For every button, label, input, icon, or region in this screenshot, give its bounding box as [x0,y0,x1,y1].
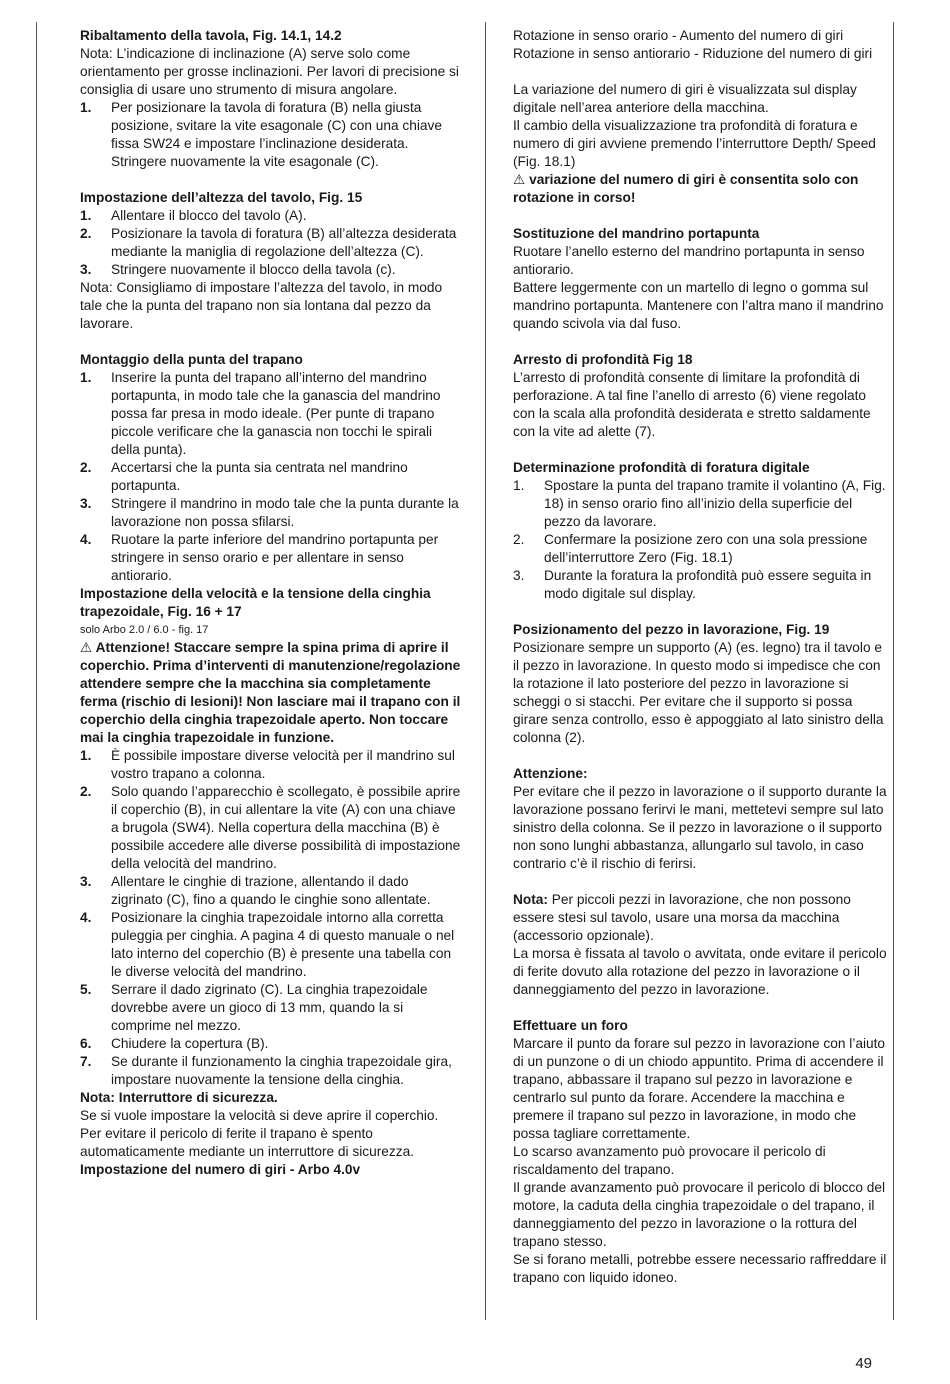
section-title: Montaggio della punta del trapano [80,352,303,367]
list-number: 7. [80,1054,92,1069]
list-number: 1. [80,370,92,385]
list-item [80,99,462,171]
section-title: Ribaltamento della tavola, Fig. 14.1, 14.2 [80,28,342,43]
list-text: Stringere il mandrino in modo tale che la punta durante la lavorazione non possa sfilarsi. [111,496,459,529]
warning-paragraph [513,171,888,207]
list-item [80,1035,462,1053]
list-number: 1. [80,208,92,223]
note-paragraph: Nota: Consigliamo di impostare l’altezza del tavolo, in modo tale che la punta del trapano non sia lontana dal pezzo da lavorare. [80,280,443,331]
list-item [80,531,462,585]
list-number: 2. [80,460,92,475]
list-number: 2. [80,226,92,241]
list-number: 1. [80,100,92,115]
warning-paragraph [80,639,462,747]
list-text: Allentare le cinghie di trazione, allentando il dado zigrinato (C), fino a quando le cinghie sono allentate. [111,874,431,907]
list-number: 4. [80,532,92,547]
list-item [80,1053,462,1089]
list-text: Inserire la punta del trapano all’interno del mandrino portapunta, in modo tale che la ganascia del mandrino possa far presa in modo ideale. (Per punte di trapano piccole verificare che la ganascia non tocchi le spirali della punta). [111,370,441,457]
list-item [80,207,462,225]
list-item [80,225,462,261]
list-number: 3. [80,262,92,277]
center-column-rule [485,22,486,1320]
body-line: Rotazione in senso orario - Aumento del numero di giri [513,28,844,43]
warning-text: Attenzione! Staccare sempre la spina prima di aprire il coperchio. Prima d’interventi di manutenzione/regolazione attendere sempre che la macchina sia completamente ferma (rischio di lesioni)! Non lasciare mai il trapano con il coperchio della cinghia trapezoidale aperto. Non toccare mai la cinghia trapezoidale in funzione. [80,640,461,745]
body-paragraph: La morsa è fissata al tavolo o avvitata, onde evitare il pericolo di ferite dovuto alla rotazione del pezzo in lavorazione o il danneggiamento del pezzo in lavorazione. [513,946,887,997]
warning-triangle-icon: ⚠ [513,172,526,187]
list-number: 2. [80,784,92,799]
body-paragraph: L’arresto di profondità consente di limitare la profondità di perforazione. A tal fine l’anello di arresto (6) viene regolato con la scala alla profondità desiderata e stretto saldamente con la vite ad alette (7). [513,370,871,439]
right-column [513,27,888,1287]
list-text: Posizionare la cinghia trapezoidale intorno alla corretta puleggia per cinghia. A pagina 4 di questo manuale o nel lato interno del coperchio (B) è presente una tabella con le diverse velocità del mandrino. [111,910,455,979]
list-number: 6. [80,1036,92,1051]
body-paragraph: Ruotare l’anello esterno del mandrino portapunta in senso antiorario. [513,244,865,277]
list-text: Confermare la posizione zero con una sola pressione dell’interruttore Zero (Fig. 18.1) [544,532,868,565]
section-title: Determinazione profondità di foratura digitale [513,460,810,475]
list-text: Accertarsi che la punta sia centrata nel mandrino portapunta. [111,460,408,493]
section-title: Attenzione: [513,766,588,781]
list-text: Spostare la punta del trapano tramite il volantino (A, Fig. 18) in senso orario fino all’inizio della superficie del pezzo da lavorare. [544,478,886,529]
section-title: Sostituzione del mandrino portapunta [513,226,760,241]
list-item [513,531,888,567]
body-paragraph: Marcare il punto da forare sul pezzo in lavorazione con l’aiuto di un punzone o di un chiodo appuntito. Prima di accendere il trapano, abbassare il trapano sul pezzo in lavorazione e centrarlo sul punto da forare. Accendere la macchina e premere il trapano sul pezzo in lavorazione, in modo che possa tagliare correttamente. [513,1036,886,1141]
right-margin-rule [893,22,894,1320]
list-item [513,477,888,531]
list-text: Stringere nuovamente il blocco della tavola (c). [111,262,396,277]
list-number: 1. [513,478,525,493]
warning-triangle-icon: ⚠ [80,640,93,655]
section-title: Nota: Interruttore di sicurezza. [80,1090,278,1105]
model-note: solo Arbo 2.0 / 6.0 - fig. 17 [80,624,209,636]
list-item [80,783,462,873]
list-item [80,981,462,1035]
list-number: 3. [80,496,92,511]
warning-text: variazione del numero di giri è consentita solo con rotazione in corso! [513,172,859,205]
body-paragraph: Se si vuole impostare la velocità si deve aprire il coperchio. Per evitare il pericolo di ferite il trapano è spento automaticamente mediante un interruttore di sicurezza. [80,1108,439,1159]
list-text: Serrare il dado zigrinato (C). La cinghia trapezoidale dovrebbe avere un gioco di 13 mm, quando la si comprime nel mezzo. [111,982,428,1033]
list-text: Solo quando l’apparecchio è scollegato, è possibile aprire il coperchio (B), in cui allentare la vite (A) con una chiave a brugola (SW4). Nella copertura della macchina (B) è possibile accedere alle diverse possibilità di impostazione della velocità del mandrino. [111,784,461,871]
list-text: Posizionare la tavola di foratura (B) all’altezza desiderata mediante la maniglia di regolazione dell’altezza (C). [111,226,457,259]
list-item [80,261,462,279]
body-paragraph: Il grande avanzamento può provocare il pericolo di blocco del motore, la caduta della cinghia trapezoidale o del trapano, il danneggiamento del pezzo in lavorazione o la rottura del trapano stesso. [513,1180,886,1249]
list-item [80,873,462,909]
body-paragraph: Lo scarso avanzamento può provocare il pericolo di riscaldamento del trapano. [513,1144,826,1177]
list-item [80,459,462,495]
list-text: Durante la foratura la profondità può essere seguita in modo digitale sul display. [544,568,872,601]
note-paragraph: Nota: L’indicazione di inclinazione (A) serve solo come orientamento per grosse inclinazioni. Per lavori di precisione si consiglia di usare uno strumento di misura angolare. [80,46,459,97]
body-paragraph: Se si forano metalli, potrebbe essere necessario raffreddare il trapano con liquido idoneo. [513,1252,887,1285]
list-text: È possibile impostare diverse velocità per il mandrino sul vostro trapano a colonna. [111,748,455,781]
body-paragraph: Il cambio della visualizzazione tra profondità di foratura e numero di giri avviene premendo l’interruttore Depth/ Speed (Fig. 18.1) [513,118,876,169]
body-paragraph: La variazione del numero di giri è visualizzata sul display digitale nell’area anteriore della macchina. [513,82,857,115]
list-text: Chiudere la copertura (B). [111,1036,269,1051]
list-text: Allentare il blocco del tavolo (A). [111,208,307,223]
section-title: Impostazione del numero di giri - Arbo 4.0v [80,1162,361,1177]
list-item [513,567,888,603]
section-title: Effettuare un foro [513,1018,628,1033]
list-number: 5. [80,982,92,997]
list-number: 2. [513,532,525,547]
body-paragraph: Posizionare sempre un supporto (A) (es. legno) tra il tavolo e il pezzo in lavorazione. In questo modo si impedisce che con la rotazione il lato posteriore del pezzo in lavorazione si scheggi o si stacchi. Per evitare che il supporto si possa girare senza controllo, esso è appoggiato al lato sinistro della colonna (2). [513,640,884,745]
list-text: Se durante il funzionamento la cinghia trapezoidale gira, impostare nuovamente la tensione della cinghia. [111,1054,452,1087]
list-text: Ruotare la parte inferiore del mandrino portapunta per stringere in senso orario e per allentare in senso antiorario. [111,532,439,583]
note-label: Nota: [513,892,548,907]
section-title: Impostazione della velocità e la tensione della cinghia trapezoidale, Fig. 16 + 17 [80,586,431,619]
body-paragraph: Battere leggermente con un martello di legno o gomma sul mandrino portapunta. Mantenere con l’altra mano il mandrino quando scivola via dal fuso. [513,280,884,331]
body-line: Rotazione in senso antiorario - Riduzione del numero di giri [513,46,873,61]
list-item [80,747,462,783]
page-number: 49 [855,1355,872,1372]
section-title: Impostazione dell’altezza del tavolo, Fig. 15 [80,190,363,205]
body-paragraph: Per evitare che il pezzo in lavorazione o il supporto durante la lavorazione possano ferirvi le mani, mettetevi sempre sul lato sinistro della colonna. Se il pezzo in lavorazione o il supporto non sono lunghi abbastanza, allungarlo sul tavolo, in caso contrario c’è il rischio di ferirsi. [513,784,887,871]
list-number: 4. [80,910,92,925]
list-text: Per posizionare la tavola di foratura (B) nella giusta posizione, svitare la vite esagonale (C) con una chiave fissa SW24 e impostare l’inclinazione desiderata. Stringere nuovamente la vite esagonale (C). [111,100,442,169]
section-title: Posizionamento del pezzo in lavorazione, Fig. 19 [513,622,830,637]
note-text: Per piccoli pezzi in lavorazione, che non possono essere stesi sul tavolo, usare una morsa da macchina (accessorio opzionale). [513,892,851,943]
note-paragraph [513,891,888,945]
list-item [80,909,462,981]
list-number: 3. [80,874,92,889]
list-item [80,369,462,459]
left-column [80,27,462,1179]
left-margin-rule [36,22,37,1320]
section-title: Arresto di profondità Fig 18 [513,352,693,367]
list-item [80,495,462,531]
list-number: 3. [513,568,525,583]
list-number: 1. [80,748,92,763]
